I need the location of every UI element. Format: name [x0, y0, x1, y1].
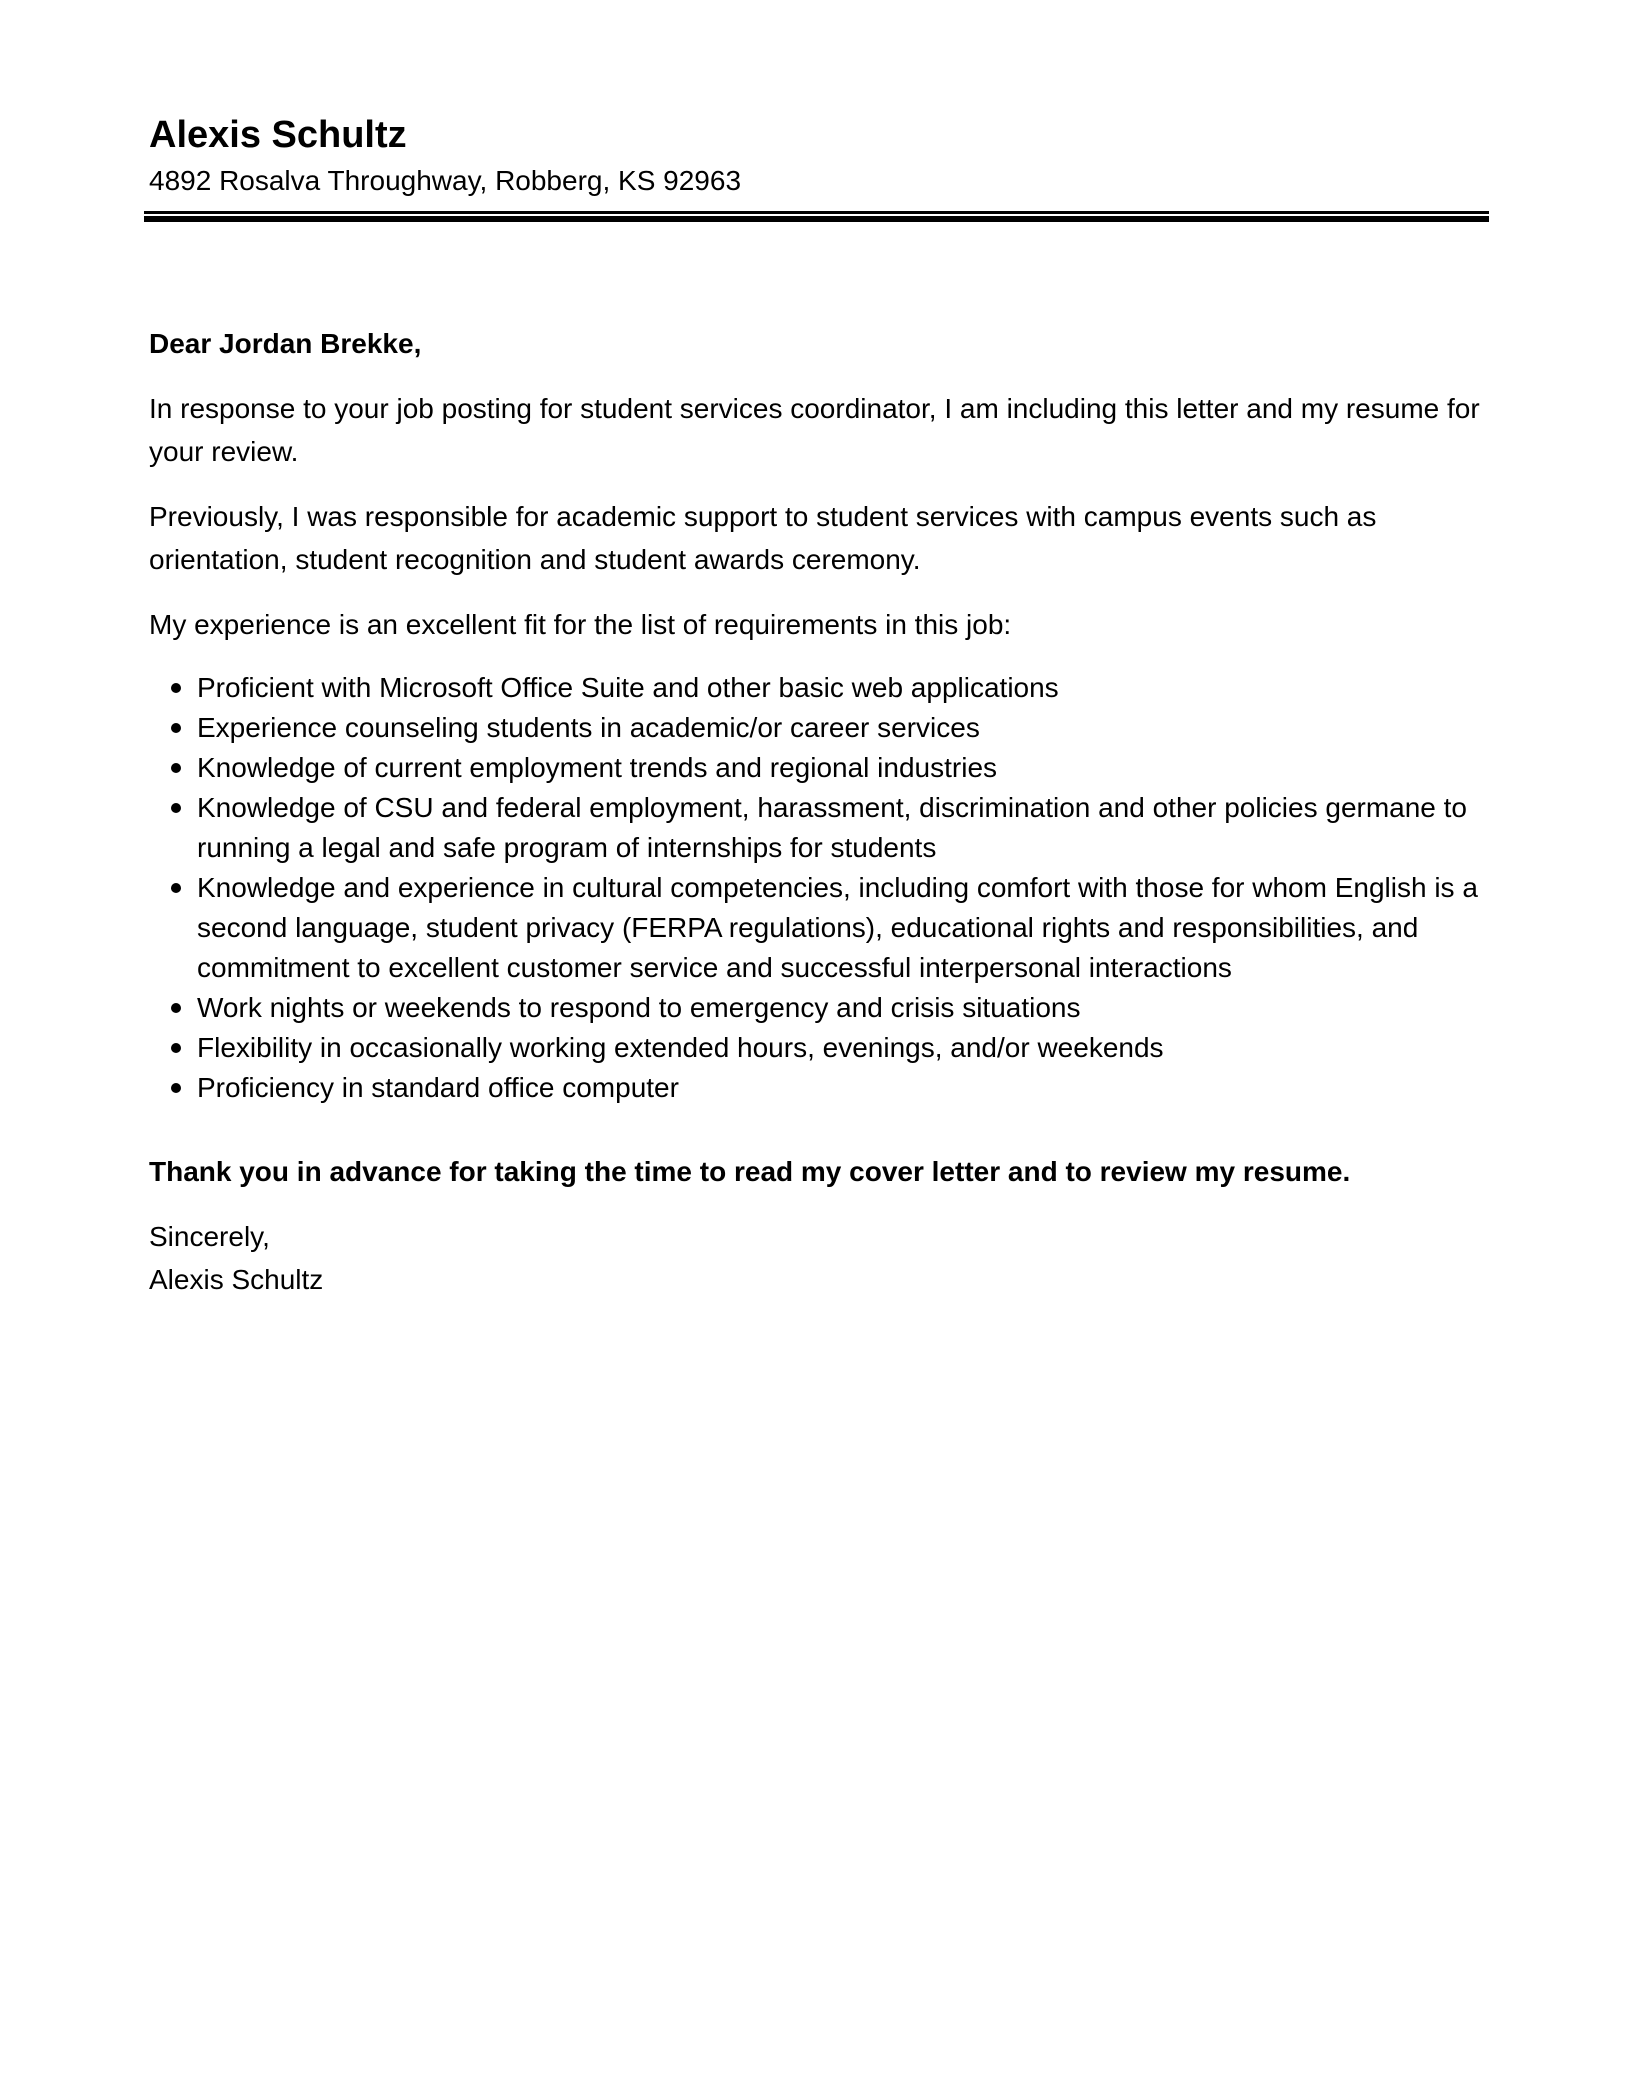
- list-item-text: Knowledge and experience in cultural competencies, including comfort with those for whom English is a second language, student privacy (FERPA regulations), educational rights and responsibilities, and commitment to excellent customer service and successful interpersonal interactions: [197, 872, 1478, 983]
- list-item: [149, 1028, 1489, 1068]
- header-divider-thick-line: [144, 216, 1489, 222]
- list-item: [149, 868, 1489, 988]
- list-item: [149, 1068, 1489, 1108]
- requirements-list: [149, 668, 1489, 1108]
- list-item-text: Work nights or weekends to respond to emergency and crisis situations: [197, 992, 1081, 1023]
- bullet-icon: [171, 723, 181, 733]
- signature-name: Alexis Schultz: [149, 1264, 324, 1295]
- list-item: [149, 668, 1489, 708]
- bullet-icon: [171, 1043, 181, 1053]
- list-item-text: Experience counseling students in academic/or career services: [197, 712, 980, 743]
- closing-statement: Thank you in advance for taking the time to read my cover letter and to review my resume.: [149, 1156, 1351, 1187]
- paragraph-intro: In response to your job posting for student services coordinator, I am including this letter and my resume for your review.: [149, 393, 1480, 467]
- valediction: Sincerely,: [149, 1221, 270, 1252]
- list-item-text: Proficiency in standard office computer: [197, 1072, 679, 1103]
- list-item-text: Flexibility in occasionally working extended hours, evenings, and/or weekends: [197, 1032, 1164, 1063]
- list-item-text: Proficient with Microsoft Office Suite and other basic web applications: [197, 672, 1059, 703]
- bullet-icon: [171, 1083, 181, 1093]
- sender-address: 4892 Rosalva Throughway, Robberg, KS 92963: [149, 165, 742, 196]
- list-item: [149, 748, 1489, 788]
- letterhead: [149, 108, 1489, 200]
- list-item: [149, 708, 1489, 748]
- letter-body: [149, 322, 1489, 1301]
- bullet-icon: [171, 683, 181, 693]
- list-item-text: Knowledge of current employment trends and regional industries: [197, 752, 998, 783]
- bullet-icon: [171, 803, 181, 813]
- paragraph-experience: Previously, I was responsible for academic support to student services with campus events such as orientation, student recognition and student awards ceremony.: [149, 501, 1377, 575]
- header-divider: [144, 211, 1489, 222]
- salutation: Dear Jordan Brekke,: [149, 328, 422, 359]
- sender-name: Alexis Schultz: [149, 114, 407, 156]
- header-divider-thin-line: [144, 211, 1489, 214]
- list-item: [149, 988, 1489, 1028]
- list-item: [149, 788, 1489, 868]
- paragraph-fit: My experience is an excellent fit for the list of requirements in this job:: [149, 609, 1012, 640]
- bullet-icon: [171, 763, 181, 773]
- bullet-icon: [171, 883, 181, 893]
- bullet-icon: [171, 1003, 181, 1013]
- list-item-text: Knowledge of CSU and federal employment, harassment, discrimination and other policies germane to running a legal and safe program of internships for students: [197, 792, 1468, 863]
